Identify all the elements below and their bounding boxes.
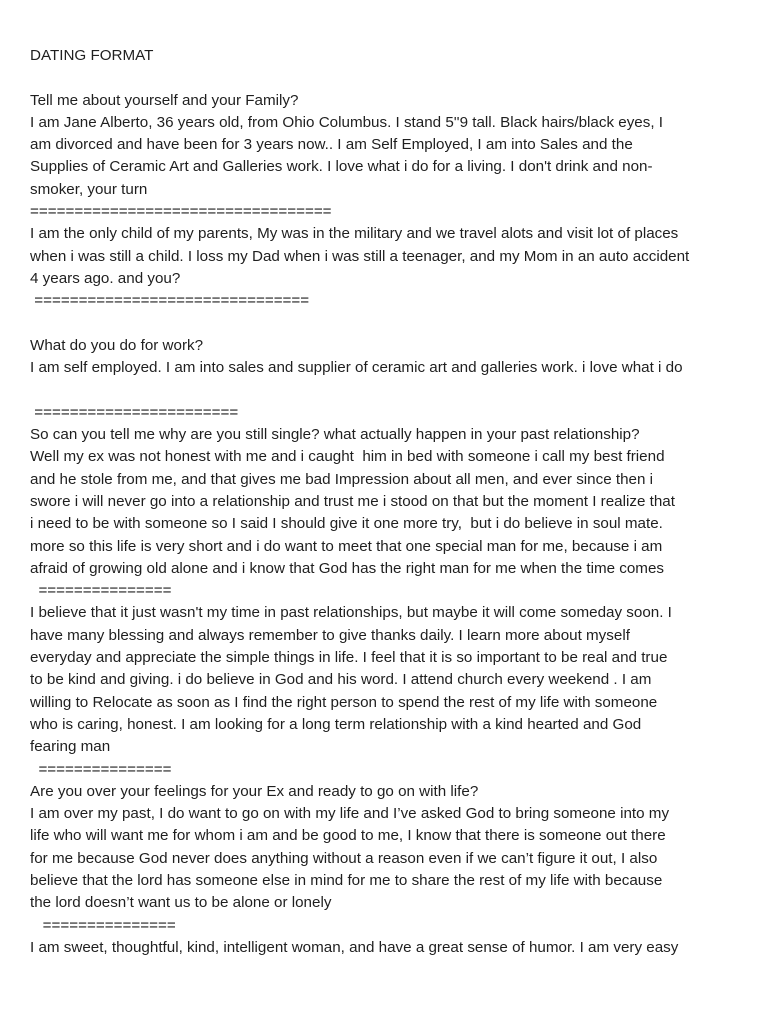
text-line: believe that the lord has someone else in mind for me to share the rest of my life with because xyxy=(30,871,663,889)
blank-line xyxy=(30,313,750,335)
separator-line: =============== xyxy=(30,760,172,778)
text-line: have many blessing and always remember to give thanks daily. I learn more about myself xyxy=(30,626,630,644)
text-line: Tell me about yourself and your Family? xyxy=(30,91,299,109)
text-line: I am sweet, thoughtful, kind, intelligent woman, and have a great sense of humor. I am very easy xyxy=(30,938,679,956)
document-title: DATING FORMAT xyxy=(30,47,154,64)
text-line: afraid of growing old alone and i know that God has the right man for me when the time comes xyxy=(30,559,665,577)
text-line: willing to Relocate as soon as I find the right person to spend the rest of my life with someone xyxy=(30,693,658,711)
text-line: I am over my past, I do want to go on with my life and I’ve asked God to bring someone into my xyxy=(30,805,670,823)
separator-line: ================================== xyxy=(30,203,332,221)
text-line: fearing man xyxy=(30,738,111,756)
separator-line: =============== xyxy=(30,582,172,600)
text-line: smoker, your turn xyxy=(30,180,148,198)
text-line: What do you do for work? xyxy=(30,336,204,354)
text-line: I am self employed. I am into sales and supplier of ceramic art and galleries work. i love what i do xyxy=(30,359,683,377)
text-line: So can you tell me why are you still single? what actually happen in your past relationship? xyxy=(30,426,640,444)
text-line: everyday and appreciate the simple things in life. I feel that it is so important to be real and true xyxy=(30,649,668,667)
text-line: am divorced and have been for 3 years now.. I am Self Employed, I am into Sales and the xyxy=(30,136,633,154)
text-line: i need to be with someone so I said I should give it one more try, but i do believe in soul mate. xyxy=(30,515,663,533)
blank-line xyxy=(30,67,750,89)
text-line: I believe that it just wasn't my time in past relationships, but maybe it will come someday soon. I xyxy=(30,604,672,622)
text-line: to be kind and giving. i do believe in God and his word. I attend church every weekend . I am xyxy=(30,671,652,689)
text-line: for me because God never does anything without a reason even if we can’t figure it out, I also xyxy=(30,849,658,867)
text-line: Well my ex was not honest with me and i caught him in bed with someone i call my best friend xyxy=(30,448,665,466)
text-line: I am Jane Alberto, 36 years old, from Ohio Columbus. I stand 5''9 tall. Black hairs/black eyes, I xyxy=(30,113,664,131)
blank-line xyxy=(30,379,750,401)
text-line: 4 years ago. and you? xyxy=(30,269,181,287)
text-line: Supplies of Ceramic Art and Galleries work. I love what i do for a living. I don't drink and non- xyxy=(30,158,653,176)
text-line: and he stole from me, and that gives me bad Impression about all men, and ever since then i xyxy=(30,470,654,488)
text-line: when i was still a child. I loss my Dad when i was still a teenager, and my Mom in an auto accident xyxy=(30,247,690,265)
text-line: I am the only child of my parents, My was in the military and we travel alots and visit lot of places xyxy=(30,225,679,243)
text-line: swore i will never go into a relationship and trust me i stood on that but the moment I realize that xyxy=(30,492,675,510)
text-line: life who will want me for whom i am and be good to me, I know that there is someone out there xyxy=(30,827,666,845)
text-line: the lord doesn’t want us to be alone or lonely xyxy=(30,894,332,912)
document-body xyxy=(30,45,750,959)
separator-line: ======================= xyxy=(30,403,239,421)
text-line: who is caring, honest. I am looking for a long term relationship with a kind hearted and God xyxy=(30,715,642,733)
text-line: more so this life is very short and i do want to meet that one special man for me, because i am xyxy=(30,537,663,555)
text-line: Are you over your feelings for your Ex and ready to go on with life? xyxy=(30,782,479,800)
separator-line: =============== xyxy=(30,916,176,934)
document-lines xyxy=(30,90,750,960)
separator-line: =============================== xyxy=(30,292,310,310)
